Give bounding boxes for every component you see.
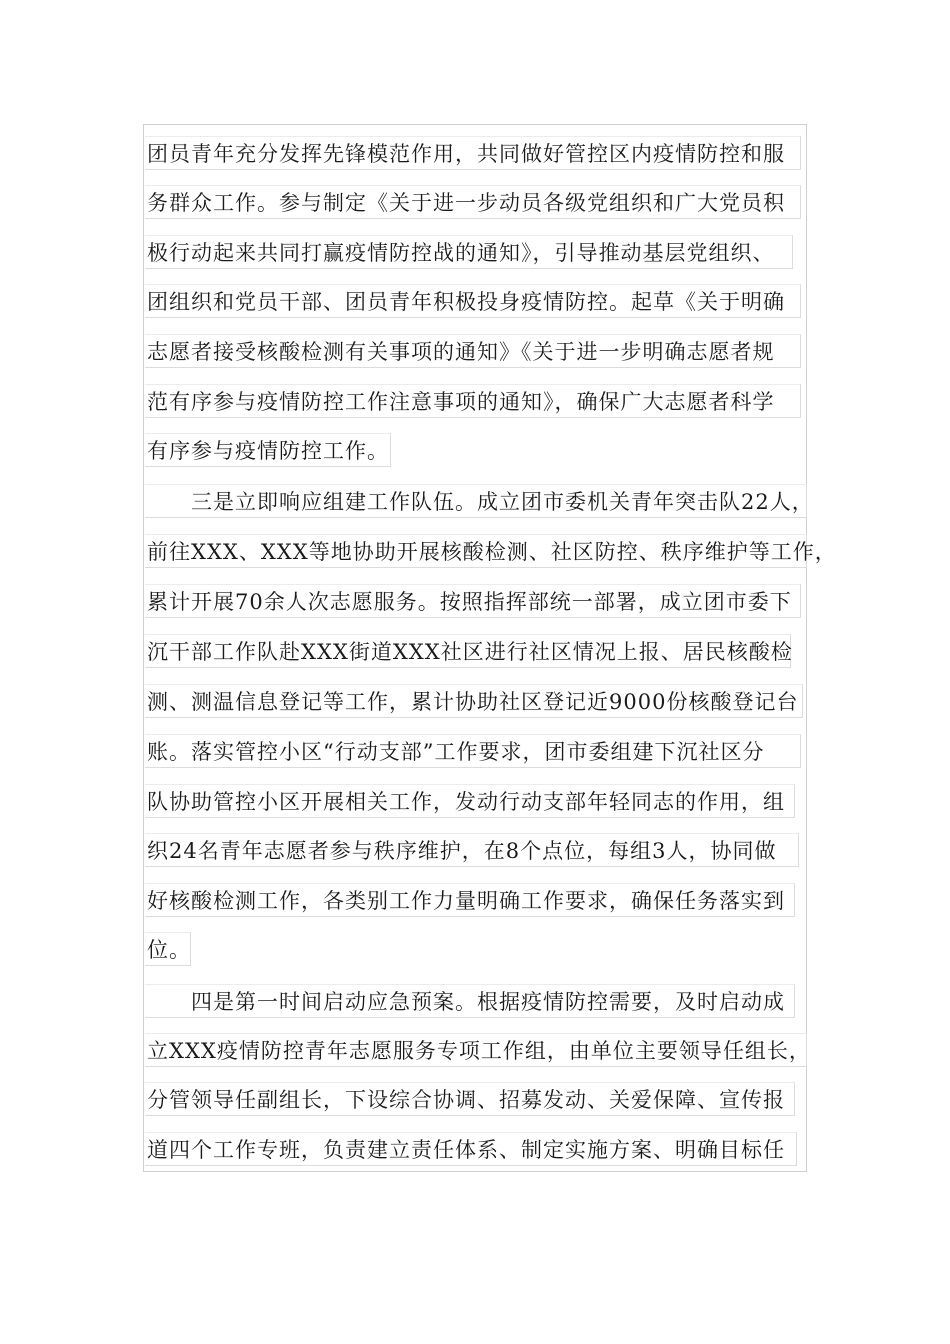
text-line: 范有序参与疫情防控工作注意事项的通知》，确保广大志愿者科学 [145,384,801,418]
text-line: 团员青年充分发挥先锋模范作用，共同做好管控区内疫情防控和服 [145,136,801,170]
text-line: 前往XXX、XXX等地协助开展核酸检测、社区防控、秩序维护等工作， [145,534,807,568]
text-line: 沉干部工作队赴XXX街道XXX社区进行社区情况上报、居民核酸检 [145,634,791,668]
text-line: 测、测温信息登记等工作，累计协助社区登记近9000份核酸登记台 [145,684,803,718]
text-line: 位。 [145,932,191,966]
text-line: 好核酸检测工作，各类别工作力量明确工作要求，确保任务落实到 [145,883,795,917]
text-line: 道四个工作专班，负责建立责任体系、制定实施方案、明确目标任 [145,1132,797,1166]
text-line: 四是第一时间启动应急预案。根据疫情防控需要，及时启动成 [145,984,795,1018]
text-line: 立XXX疫情防控青年志愿服务专项工作组，由单位主要领导任组长， [145,1033,807,1067]
text-line: 累计开展70余人次志愿服务。按照指挥部统一部署，成立团市委下 [145,584,801,618]
text-line: 务群众工作。参与制定《关于进一步动员各级党组织和广大党员积 [145,185,801,219]
text-line: 极行动起来共同打赢疫情防控战的通知》，引导推动基层党组织、 [145,235,793,269]
text-line: 团组织和党员干部、团员青年积极投身疫情防控。起草《关于明确 [145,284,801,318]
text-line: 三是立即响应组建工作队伍。成立团市委机关青年突击队22人， [145,484,807,518]
text-line: 分管领导任副组长，下设综合协调、招募发动、关爱保障、宣传报 [145,1082,795,1116]
text-line: 账。落实管控小区“行动支部”工作要求，团市委组建下沉社区分 [145,734,801,768]
text-line: 志愿者接受核酸检测有关事项的通知》《关于进一步明确志愿者规 [145,334,801,368]
text-line: 有序参与疫情防控工作。 [145,433,391,467]
text-line: 队协助管控小区开展相关工作，发动行动支部年轻同志的作用，组 [145,784,795,818]
text-line: 织24名青年志愿者参与秩序维护，在8个点位，每组3人，协同做 [145,833,799,867]
